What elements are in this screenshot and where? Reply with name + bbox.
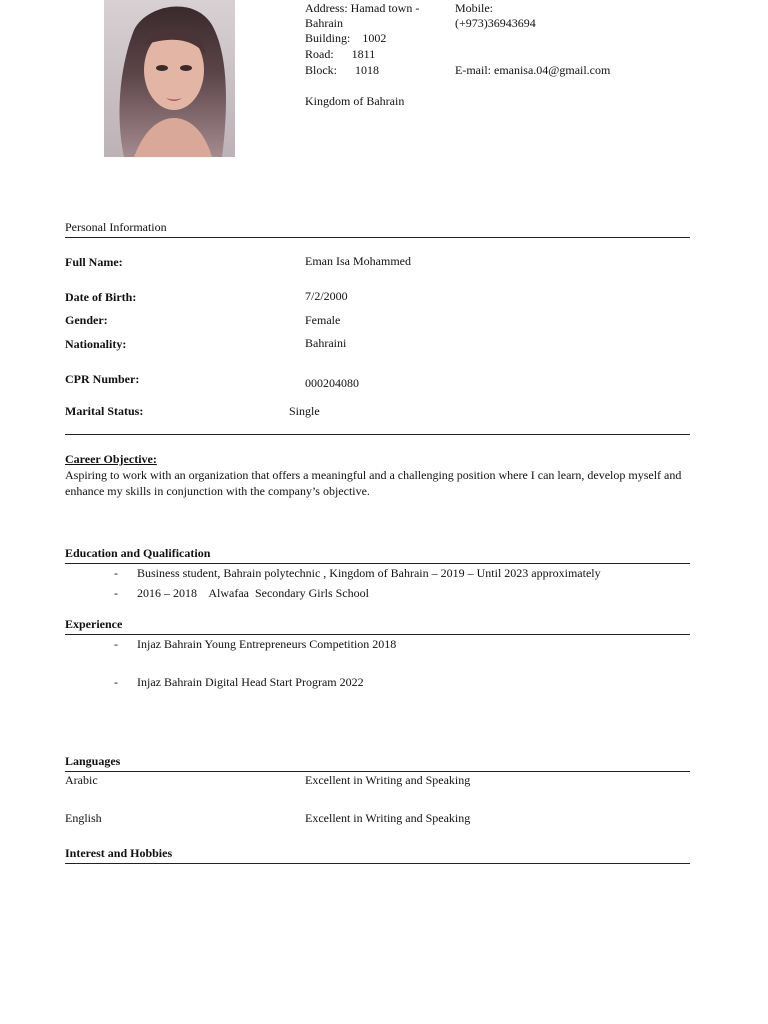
dob-label: Date of Birth: (65, 290, 137, 304)
full-name-value: Eman Isa Mohammed (305, 254, 411, 268)
education-bullet: - (114, 566, 118, 580)
profile-photo-image (104, 0, 235, 157)
education-heading: Education and Qualification (65, 546, 211, 560)
gender-value: Female (305, 313, 341, 327)
language-level: Excellent in Writing and Speaking (305, 811, 471, 825)
cpr-value: 000204080 (305, 376, 359, 390)
dob-value: 7/2/2000 (305, 289, 348, 303)
email: E-mail: emanisa.04@gmail.com (455, 63, 611, 77)
experience-heading: Experience (65, 617, 123, 631)
address-line1: Address: Hamad town - (305, 1, 420, 15)
personal-bottom-divider (65, 434, 690, 435)
hobbies-divider (65, 863, 690, 864)
gender-label: Gender: (65, 313, 108, 327)
education-bullet: - (114, 586, 118, 600)
address-block: Block: 1018 (305, 63, 379, 77)
language-name: English (65, 811, 102, 825)
address-road: Road: 1811 (305, 47, 376, 61)
experience-divider (65, 634, 690, 635)
education-divider (65, 563, 690, 564)
languages-heading: Languages (65, 754, 121, 768)
experience-item: Injaz Bahrain Digital Head Start Program 2022 (137, 675, 364, 689)
personal-divider (65, 237, 690, 238)
mobile-label: Mobile: (455, 1, 493, 15)
full-name-label: Full Name: (65, 255, 123, 269)
experience-bullet: - (114, 637, 118, 651)
education-item: 2016 – 2018 Alwafaa Secondary Girls School (137, 586, 369, 600)
hobbies-heading: Interest and Hobbies (65, 846, 173, 860)
education-item: Business student, Bahrain polytechnic , Kingdom of Bahrain – 2019 – Until 2023 approximately (137, 566, 601, 580)
career-text: Aspiring to work with an organization that offers a meaningful and a challenging position where I can learn, develop myself and enhance my skills in conjunction with the company’s objective. (65, 468, 682, 498)
address-building: Building: 1002 (305, 31, 387, 45)
language-level: Excellent in Writing and Speaking (305, 773, 471, 787)
experience-bullet: - (114, 675, 118, 689)
nationality-label: Nationality: (65, 337, 127, 351)
marital-value: Single (289, 404, 320, 418)
personal-heading: Personal Information (65, 220, 167, 234)
languages-divider (65, 771, 690, 772)
profile-photo (104, 0, 235, 157)
marital-label: Marital Status: (65, 404, 144, 418)
address-line2: Bahrain (305, 16, 343, 30)
mobile-value: (+973)36943694 (455, 16, 536, 30)
address-country: Kingdom of Bahrain (305, 94, 405, 108)
language-name: Arabic (65, 773, 98, 787)
cpr-label: CPR Number: (65, 372, 140, 386)
nationality-value: Bahraini (305, 336, 347, 350)
career-heading: Career Objective: (65, 452, 157, 466)
experience-item: Injaz Bahrain Young Entrepreneurs Competition 2018 (137, 637, 397, 651)
